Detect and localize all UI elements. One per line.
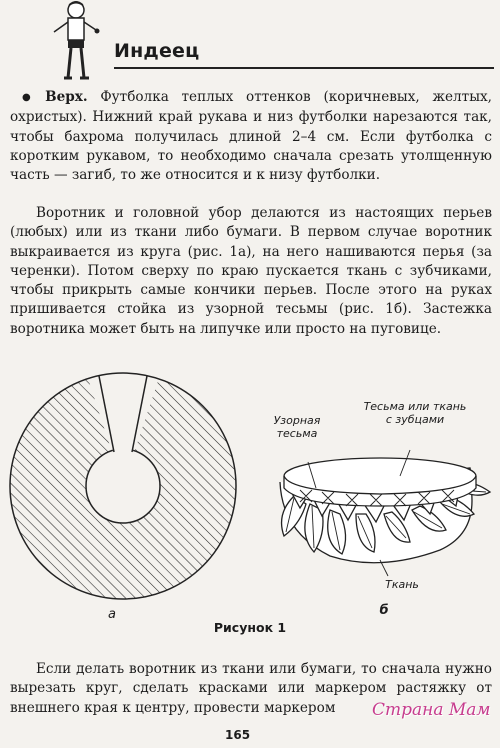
paragraph-1: [10, 88, 492, 185]
label-b: б: [379, 603, 389, 618]
label-braid-line-2: тесьма: [276, 427, 318, 440]
label-fabric-zigzag-line-1: Тесьма или ткань: [363, 400, 467, 413]
page-number: 165: [225, 728, 251, 742]
title-rule: [114, 67, 494, 69]
label-a: а: [108, 607, 116, 622]
figure-caption: Рисунок 1: [213, 620, 287, 635]
paragraph-1-body: Футболка теплых оттенков (коричневых, желтых, охристых). Нижний край рукава и низ футболки нарезаются так, чтобы бахрома получилась длиной 2–4 см. Если футболка с коротким рукавом, то необходимо сначала срезать утолщенную часть — загиб, то же относится и к низу футболки.: [10, 89, 492, 184]
figure-1: [0, 364, 500, 624]
collar-ring-pattern: [10, 373, 236, 599]
boy-illustration-icon: [46, 0, 106, 82]
label-braid: [262, 414, 332, 440]
watermark-logo: Страна Мам: [372, 700, 491, 720]
label-fabric: Ткань: [385, 578, 419, 591]
paragraph-3: Если делать воротник из ткани или бумаги, то сначала нужно вырезать круг, сделать красками или маркером растяжку от внешнего края к центру, провести маркером: [10, 661, 492, 716]
label-fabric-zigzag: [356, 400, 474, 426]
page-header: [0, 0, 500, 90]
label-braid-line-1: Узорная: [273, 414, 321, 427]
feather-collar: [280, 450, 490, 576]
label-fabric-zigzag-line-2: с зубцами: [385, 413, 445, 426]
bullet-icon: ●: [22, 92, 40, 103]
paragraph-1-lead: Верх.: [45, 89, 88, 105]
chapter-title: Индеец: [114, 40, 200, 62]
paragraph-2: Воротник и головной убор делаются из настоящих перьев (любых) или из ткани либо бумаги. В первом случае воротник выкраивается из круга (рис. 1а), на него нашиваются перья (за черенки). Потом сверху по краю пускается ткань с зубчиками, чтобы прикрыть самые кончики перьев. После этого на руках пришивается стойка из узорной тесьмы (рис. 1б). Застежка воротника может быть на липучке или просто на пуговице.: [10, 205, 492, 337]
